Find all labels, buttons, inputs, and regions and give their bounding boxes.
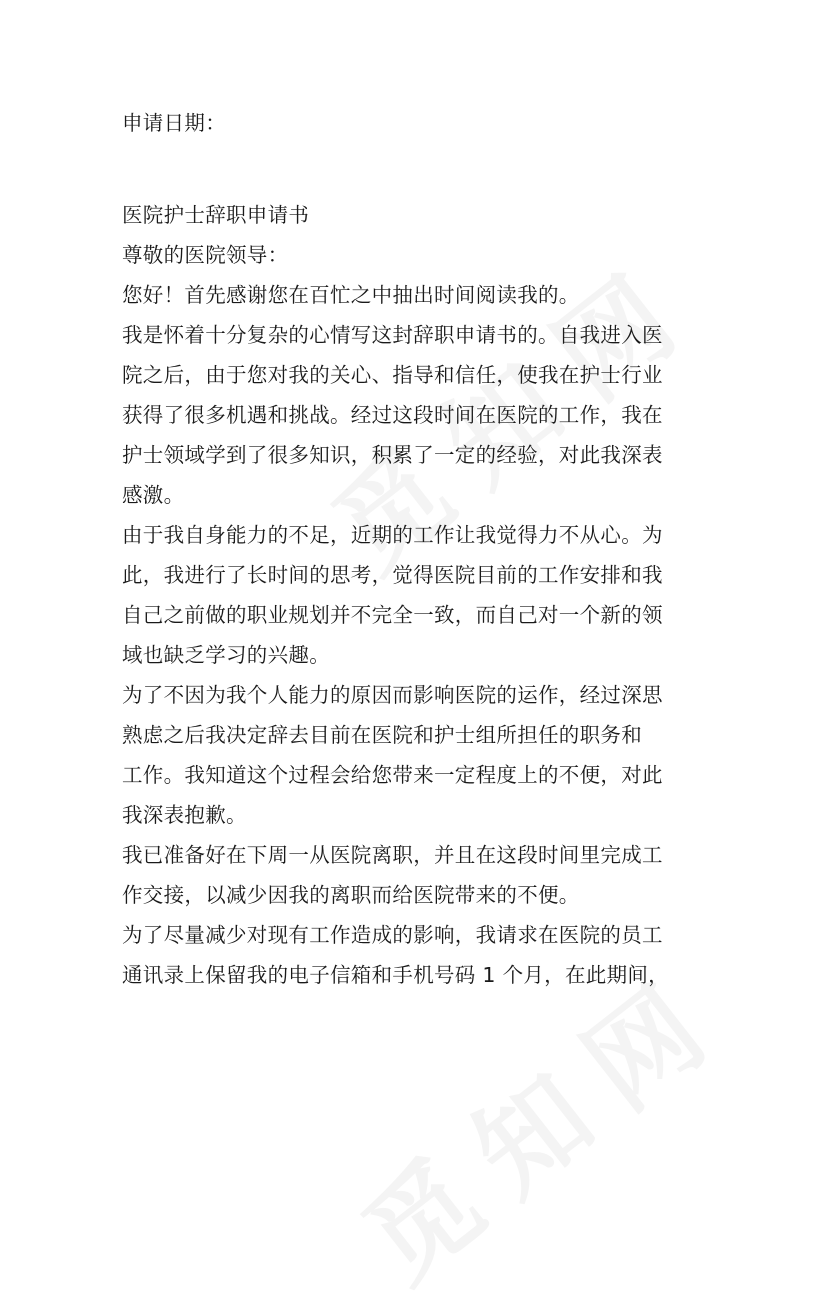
- paragraph: [122, 515, 712, 675]
- paragraph-line: 此，我进行了长时间的思考，觉得医院目前的工作安排和我: [122, 563, 663, 587]
- paragraph-line: 为了不因为我个人能力的原因而影响医院的运作，经过深思: [122, 683, 663, 707]
- blank-space: [122, 143, 712, 195]
- paragraph-line: 通讯录上保留我的电子信箱和手机号码 1 个月，在此期间，: [122, 963, 669, 987]
- paragraph-line: 感激。: [122, 483, 185, 507]
- paragraph-line: 我是怀着十分复杂的心情写这封辞职申请书的。自我进入医: [122, 323, 663, 347]
- application-date-label: 申请日期：: [122, 111, 226, 135]
- paragraph-line: 院之后，由于您对我的关心、指导和信任，使我在护士行业: [122, 363, 663, 387]
- paragraph: [122, 915, 712, 995]
- paragraph: [122, 835, 712, 915]
- paragraph-line: 我深表抱歉。: [122, 803, 247, 827]
- letter-body: [122, 103, 712, 995]
- paragraph-line: 自己之前做的职业规划并不完全一致，而自己对一个新的领: [122, 603, 663, 627]
- paragraph: [122, 675, 712, 835]
- paragraph-line: 为了尽量减少对现有工作造成的影响，我请求在医院的员工: [122, 923, 663, 947]
- salutation: 尊敬的医院领导：: [122, 243, 289, 267]
- paragraph-line: 由于我自身能力的不足，近期的工作让我觉得力不从心。为: [122, 523, 663, 547]
- paragraph: [122, 315, 712, 515]
- paragraph-line: 护士领域学到了很多知识，积累了一定的经验，对此我深表: [122, 443, 663, 467]
- paragraph-line: 您好！首先感谢您在百忙之中抽出时间阅读我的。: [122, 283, 580, 307]
- paragraph-line: 工作。我知道这个过程会给您带来一定程度上的不便，对此: [122, 763, 663, 787]
- paragraph-line: 我已准备好在下周一从医院离职，并且在这段时间里完成工: [122, 843, 663, 867]
- paragraph-line: 域也缺乏学习的兴趣。: [122, 643, 330, 667]
- paragraph: [122, 275, 712, 315]
- paragraph-line: 熟虑之后我决定辞去目前在医院和护士组所担任的职务和: [122, 723, 642, 747]
- letter-title: 医院护士辞职申请书: [122, 203, 310, 227]
- paragraph-line: 作交接，以减少因我的离职而给医院带来的不便。: [122, 883, 580, 907]
- paragraph-line: 获得了很多机遇和挑战。经过这段时间在医院的工作，我在: [122, 403, 663, 427]
